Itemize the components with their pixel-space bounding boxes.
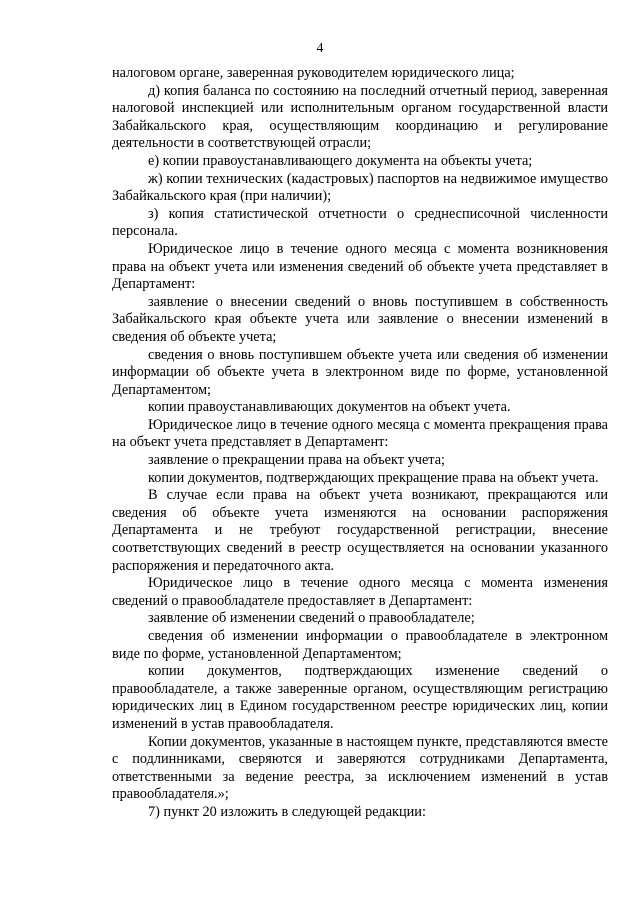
paragraph: В случае если права на объект учета возникают, прекращаются или сведения об объекте учета изменяются на основании распоряжения Департамента и не требуют государственной регистрации, внесение соответствующих сведений в реестр осуществляется на основании указанного распоряжения и передаточного акта.: [112, 487, 608, 574]
paragraph: Юридическое лицо в течение одного месяца с момента прекращения права на объект учета представляет в Департамент:: [112, 416, 608, 451]
paragraph: налоговом органе, заверенная руководителем юридического лица;: [112, 65, 515, 81]
paragraph: копии документов, подтверждающих прекращение права на объект учета.: [148, 469, 599, 486]
paragraph: копии правоустанавливающих документов на объект учета.: [148, 399, 511, 416]
paragraph: сведения об изменении информации о правообладателе в электронном виде по форме, установленной Департаментом;: [112, 628, 608, 662]
paragraph: заявление об изменении сведений о правообладателе;: [148, 610, 475, 627]
paragraph: е) копии правоустанавливающего документа на объекты учета;: [148, 152, 533, 169]
paragraph: Юридическое лицо в течение одного месяца с момента возникновения права на объект учета или изменения сведений об объекте учета представляет в Департамент:: [112, 240, 608, 293]
paragraph: Копии документов, указанные в настоящем пункте, представляются вместе с подлинниками, сверяются и заверяются сотрудниками Департамента, ответственными за ведение реестра, за исключением изменений в устав правообладателя.»;: [112, 733, 608, 803]
paragraph: сведения о вновь поступившем объекте учета или сведения об изменении информации об объекте учета в электронном виде по форме, установленной Департаментом;: [112, 346, 608, 398]
paragraph: з) копия статистической отчетности о среднесписочной численности персонала.: [112, 205, 608, 240]
paragraph: д) копия баланса по состоянию на последний отчетный период, заверенная налоговой инспекцией или исполнительным органом государственной власти Забайкальского края, осуществляющим координацию и регулирование деятельности в соответствующей отрасли;: [112, 82, 608, 152]
paragraph: копии документов, подтверждающих изменение сведений о правообладателе, а также заверенные органом, осуществляющим регистрацию юридических лиц в Едином государственном реестре юридических лиц, копии изменений в устав правообладателя.: [112, 663, 608, 732]
paragraph: Юридическое лицо в течение одного месяца с момента изменения сведений о правообладателе предоставляет в Департамент:: [112, 575, 608, 609]
paragraph: заявление о прекращении права на объект учета;: [148, 452, 446, 469]
paragraph: заявление о внесении сведений о вновь поступившем в собственность Забайкальского края объекте учета или заявление о внесении изменений в сведения об объекте учета;: [112, 293, 608, 345]
page-number: 4: [316, 40, 324, 55]
paragraph: 7) пункт 20 изложить в следующей редакции:: [148, 803, 426, 820]
paragraph: ж) копии технических (кадастровых) паспортов на недвижимое имущество Забайкальского края (при наличии);: [112, 170, 608, 205]
document-body: [112, 65, 608, 822]
